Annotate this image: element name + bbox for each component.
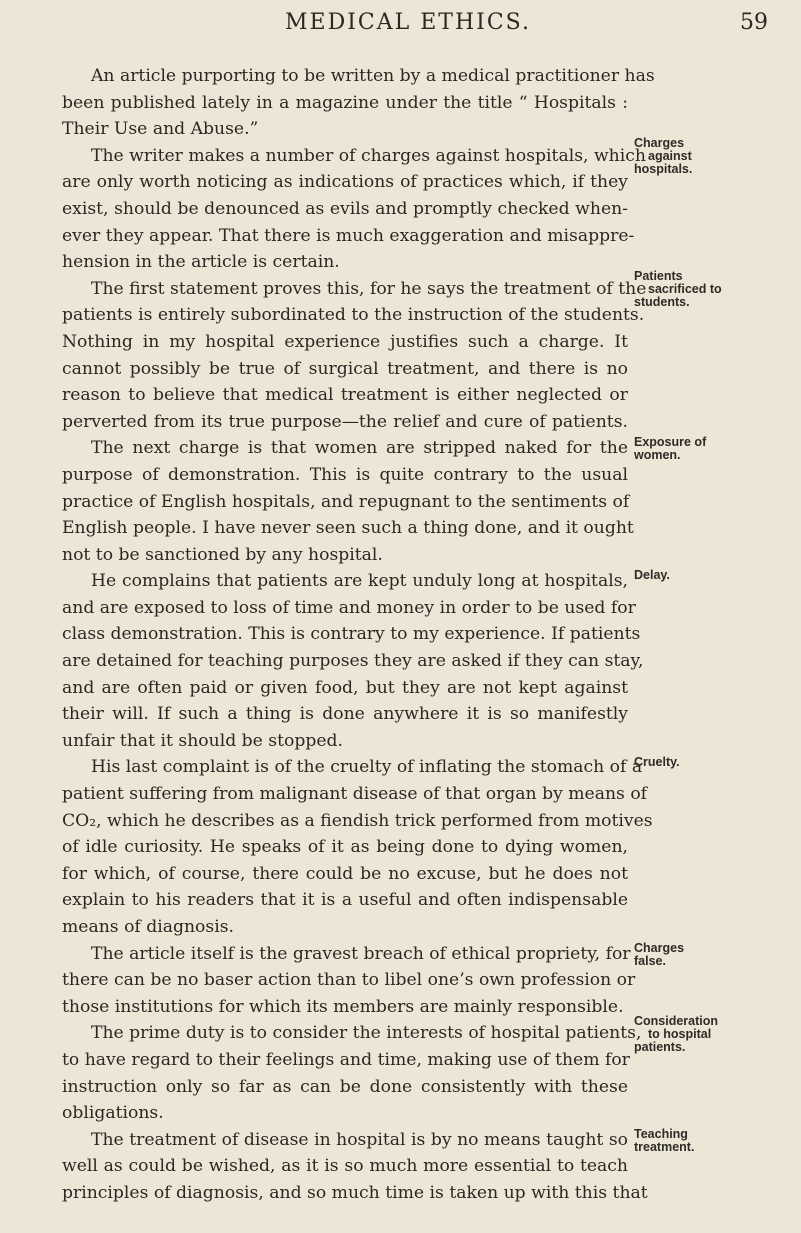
text-line: and are exposed to loss of time and money in order to be used for bbox=[62, 597, 636, 618]
text-line: reason to believe that medical treatment is either neglected or bbox=[62, 385, 628, 406]
text-line: those institutions for which its members are mainly responsible. bbox=[62, 996, 624, 1017]
text-line: The first statement proves this, for he says the treatment of the bbox=[91, 278, 647, 299]
margin-note bbox=[634, 756, 680, 769]
text-line: hension in the article is certain. bbox=[62, 252, 340, 273]
text-line: CO₂, which he describes as a fiendish trick performed from motives bbox=[62, 810, 653, 831]
margin-note-line: to hospital bbox=[648, 1026, 712, 1041]
text-line: are only worth noticing as indications of practices which, if they bbox=[62, 172, 628, 193]
page-header bbox=[0, 10, 801, 42]
margin-note bbox=[634, 1015, 718, 1054]
text-line: The prime duty is to consider the interests of hospital patients, bbox=[91, 1023, 642, 1044]
margin-note-line: sacrificed to bbox=[648, 281, 722, 296]
text-line: there can be no baser action than to libel one’s own profession or bbox=[62, 970, 636, 991]
text-line: English people. I have never seen such a thing done, and it ought bbox=[62, 518, 634, 539]
text-line: cannot possibly be true of surgical treatment, and there is no bbox=[62, 358, 628, 379]
margin-note-line: Cruelty. bbox=[634, 754, 680, 769]
margin-note bbox=[634, 270, 722, 309]
text-line: are detained for teaching purposes they are asked if they can stay, bbox=[62, 651, 644, 672]
text-line: The next charge is that women are stripped naked for the bbox=[91, 438, 628, 459]
margin-note-line: Delay. bbox=[634, 568, 670, 583]
text-line: The writer makes a number of charges against hospitals, which bbox=[91, 145, 646, 166]
text-line: patients is entirely subordinated to the instruction of the students. bbox=[62, 305, 645, 326]
text-line: their will. If such a thing is done anywhere it is so manifestly bbox=[62, 704, 628, 725]
margin-note bbox=[634, 436, 706, 462]
text-line: ever they appear. That there is much exaggeration and misappre- bbox=[62, 225, 635, 246]
text-line: for which, of course, there could be no excuse, but he does not bbox=[62, 863, 628, 884]
text-line: The article itself is the gravest breach of ethical propriety, for bbox=[91, 943, 631, 964]
text-line: patient suffering from malignant disease of that organ by means of bbox=[62, 784, 648, 805]
text-line: He complains that patients are kept unduly long at hospitals, bbox=[91, 571, 628, 592]
margin-note bbox=[634, 942, 684, 968]
text-line: of idle curiosity. He speaks of it as being done to dying women, bbox=[62, 837, 628, 858]
text-line: The treatment of disease in hospital is by no means taught so bbox=[91, 1129, 628, 1150]
margin-note-line: women. bbox=[634, 448, 681, 463]
margin-note-line: Patients bbox=[634, 268, 683, 283]
text-line: been published lately in a magazine under the title “ Hospitals : bbox=[62, 92, 628, 113]
text-line: means of diagnosis. bbox=[62, 917, 235, 937]
margin-note-line: Consideration bbox=[634, 1013, 719, 1028]
text-line: not to be sanctioned by any hospital. bbox=[62, 544, 383, 565]
text-line: principles of diagnosis, and so much time is taken up with this that bbox=[62, 1182, 648, 1203]
margin-note-line: Charges bbox=[634, 940, 685, 955]
text-line: practice of English hospitals, and repugnant to the sentiments of bbox=[62, 491, 630, 512]
text-line: unfair that it should be stopped. bbox=[62, 730, 344, 751]
text-line: obligations. bbox=[62, 1103, 164, 1124]
margin-note-line: Exposure of bbox=[634, 435, 707, 450]
margin-note-line: hospitals. bbox=[634, 161, 693, 176]
text-line: exist, should be denounced as evils and promptly checked when- bbox=[62, 198, 628, 219]
text-line: His last complaint is of the cruelty of inflating the stomach of a bbox=[91, 757, 643, 778]
text-line: class demonstration. This is contrary to my experience. If patients bbox=[62, 624, 641, 645]
text-line: explain to his readers that it is a useful and often indispensable bbox=[62, 890, 628, 911]
margin-note-line: treatment. bbox=[634, 1140, 695, 1154]
margin-note-line: Teaching bbox=[634, 1127, 688, 1141]
text-line: purpose of demonstration. This is quite contrary to the usual bbox=[62, 464, 628, 485]
margin-note-line: against bbox=[648, 148, 692, 163]
margin-note bbox=[634, 1128, 694, 1154]
margin-note-line: false. bbox=[634, 953, 666, 968]
text-line: instruction only so far as can be done consistently with these bbox=[62, 1076, 628, 1097]
text-line: perverted from its true purpose—the relief and cure of patients. bbox=[62, 411, 628, 432]
margin-note-line: students. bbox=[634, 294, 690, 309]
text-line: to have regard to their feelings and time, making use of them for bbox=[62, 1049, 630, 1070]
running-head: MEDICAL ETHICS. bbox=[285, 10, 531, 35]
margin-note bbox=[634, 137, 692, 176]
text-line: well as could be wished, as it is so much more essential to teach bbox=[62, 1156, 628, 1177]
margin-note bbox=[634, 569, 670, 582]
text-line: Their Use and Abuse.” bbox=[62, 119, 259, 140]
margin-note-line: Charges bbox=[634, 135, 685, 150]
text-line: An article purporting to be written by a medical practitioner has bbox=[91, 66, 655, 86]
margin-note-line: patients. bbox=[634, 1039, 686, 1054]
text-line: Nothing in my hospital experience justifies such a charge. It bbox=[62, 331, 628, 352]
text-line: and are often paid or given food, but they are not kept against bbox=[62, 677, 628, 698]
page-number: 59 bbox=[740, 10, 768, 35]
